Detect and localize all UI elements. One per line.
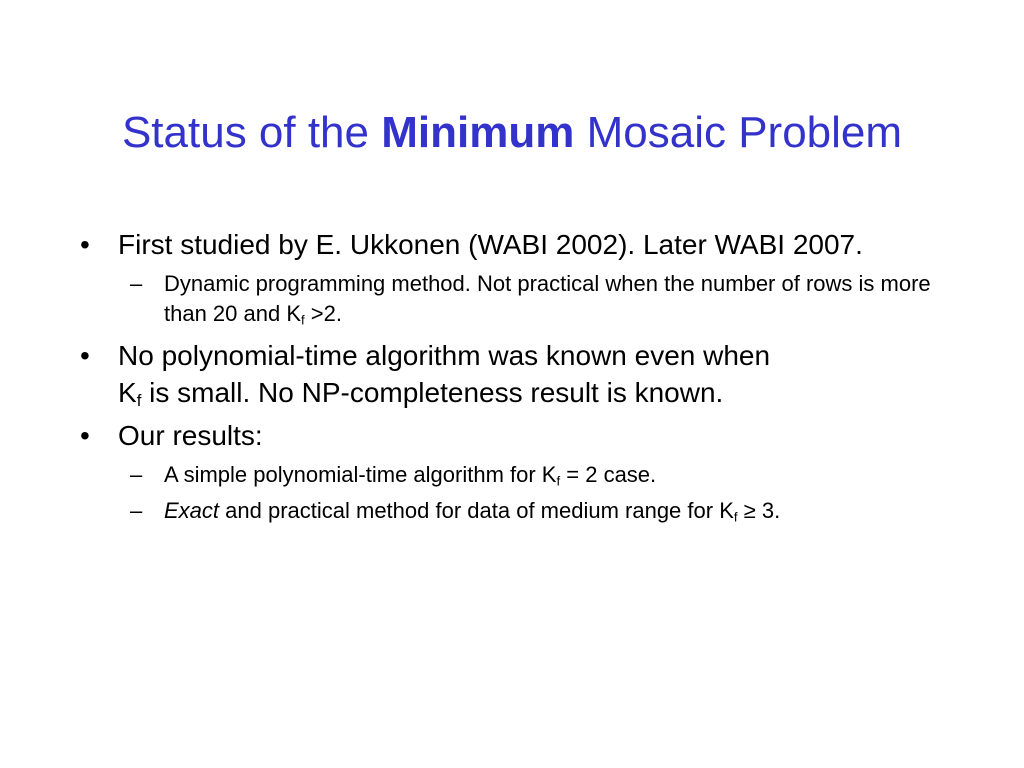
sub-item-3-2-pre: and practical method for data of medium range for K <box>219 498 734 523</box>
dash-icon: – <box>130 498 143 523</box>
sub-item-3-1-pre: A simple polynomial-time algorithm for K <box>164 462 557 487</box>
sub-item-1-1-post: >2. <box>304 301 342 326</box>
subscript-f: f <box>556 473 561 489</box>
bullet-item-3 <box>80 417 950 454</box>
bullet-icon: • <box>80 229 90 260</box>
bullet-item-2-line1: No polynomial-time algorithm was known even when <box>118 340 771 371</box>
sub-item-3-2-italic: Exact <box>164 498 220 523</box>
slide-title <box>0 104 1024 162</box>
sub-item-3-2-post: ≥ 3. <box>737 498 781 523</box>
bullet-item-3-text: Our results: <box>118 420 263 451</box>
title-prefix: Status of the <box>121 108 370 157</box>
title-bold-word: Minimum <box>381 108 575 157</box>
bullet-item-2 <box>80 337 950 411</box>
title-suffix: Mosaic Problem <box>586 108 903 157</box>
dash-icon: – <box>130 271 143 296</box>
subscript-f: f <box>733 509 738 525</box>
bullet-item-2-rest: is small. No NP-completeness result is known. <box>141 377 724 408</box>
dash-icon: – <box>130 462 143 487</box>
bullet-item-1 <box>80 226 950 263</box>
sub-bullet-item-1-1 <box>80 269 950 329</box>
bullet-item-2-k: K <box>118 377 137 408</box>
subscript-f: f <box>136 391 142 411</box>
bullet-icon: • <box>80 420 90 451</box>
sub-item-1-1-pre: Dynamic programming method. Not practical when the number of rows is more than 20 and K <box>164 271 931 326</box>
sub-bullet-item-3-2 <box>80 496 950 526</box>
bullet-item-1-text: First studied by E. Ukkonen (WABI 2002). Later WABI 2007. <box>118 229 863 260</box>
subscript-f: f <box>301 312 305 328</box>
bullet-list <box>80 226 950 532</box>
bullet-icon: • <box>80 340 90 371</box>
sub-item-3-1-post: = 2 case. <box>560 462 657 487</box>
sub-bullet-item-3-1 <box>80 460 950 490</box>
